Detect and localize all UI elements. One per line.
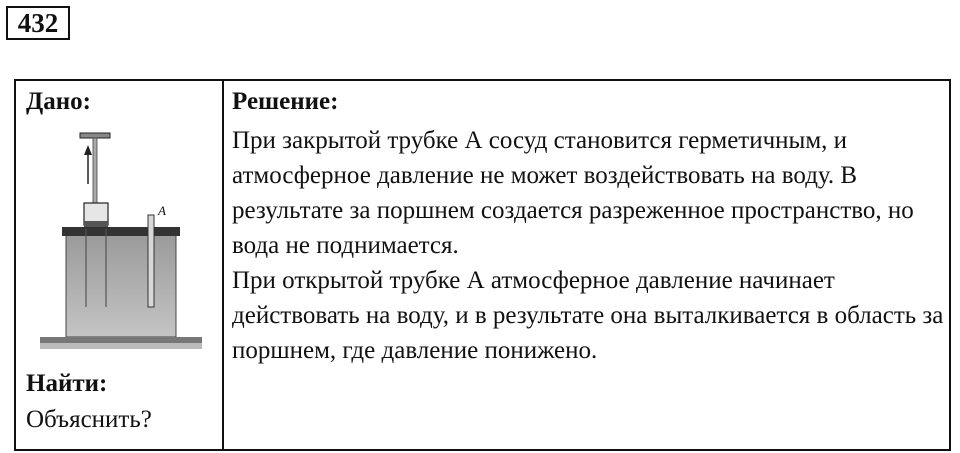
given-column xyxy=(16,81,222,449)
find-text: Объяснить? xyxy=(26,406,152,433)
table-surface xyxy=(40,337,202,343)
vessel-water xyxy=(66,233,176,337)
column-divider xyxy=(222,81,224,449)
given-header: Дано: xyxy=(26,88,91,115)
piston-handle xyxy=(80,133,110,138)
problem-table xyxy=(14,79,951,451)
find-header: Найти: xyxy=(26,370,108,397)
solution-text xyxy=(232,123,944,368)
piston-rod xyxy=(93,138,97,204)
tube-a-label: A xyxy=(158,203,166,218)
solution-paragraph-1: При закрытой трубке А сосуд становится герметичным, и атмосферное давление не может воздействовать на воду. В результате за поршнем создается разреженное пространство, но вода не поднимается. xyxy=(232,127,914,259)
vessel-lid xyxy=(62,227,180,236)
problem-number: 432 xyxy=(6,6,70,40)
tube-a xyxy=(148,215,154,307)
solution-header: Решение: xyxy=(232,88,339,115)
piston-vessel-diagram xyxy=(36,129,206,359)
solution-paragraph-2: При открытой трубке А атмосферное давление начинает действовать на воду, и в результате она выталкивается в область за поршнем, где давление понижено. xyxy=(232,267,944,364)
solution-column xyxy=(232,81,943,449)
